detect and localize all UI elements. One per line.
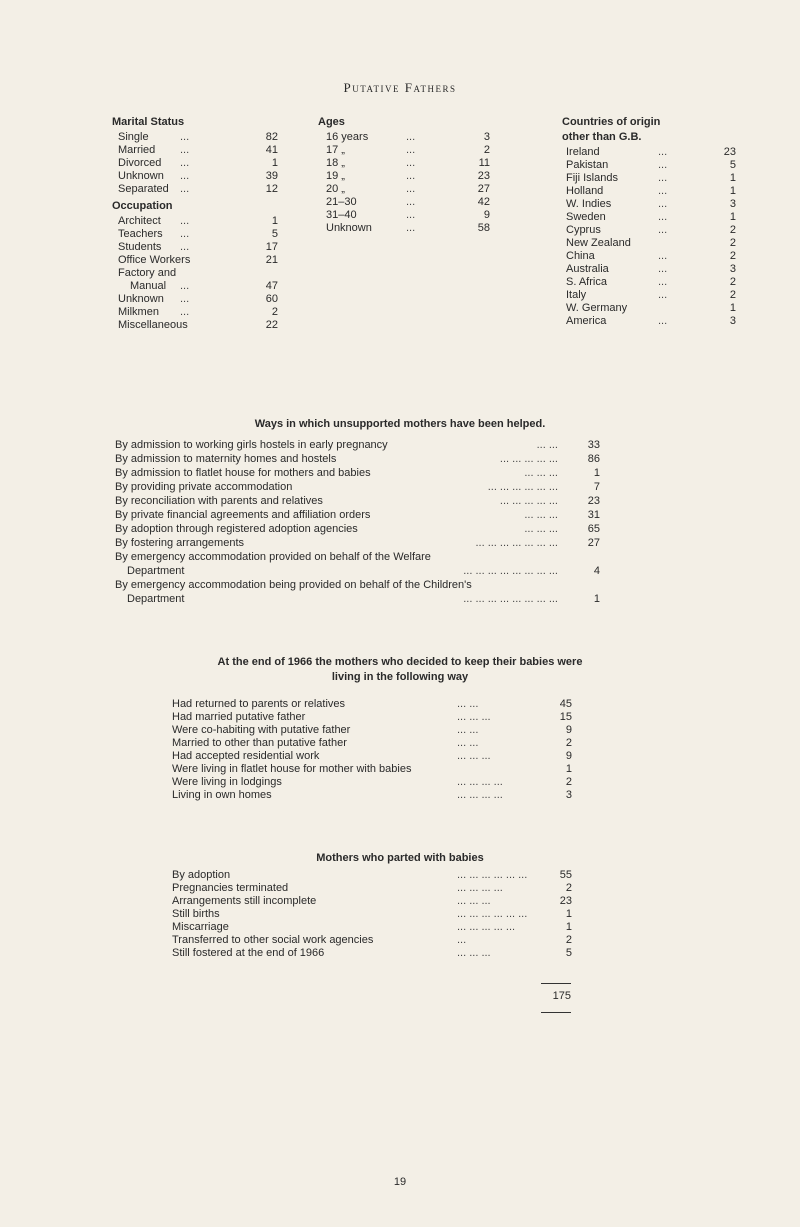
row-leader-dots: ... ... ... (524, 523, 558, 535)
table-row (566, 263, 736, 276)
row-value: 27 (587, 537, 600, 549)
table-row (566, 276, 736, 289)
row-value: 3 (729, 315, 736, 327)
row-label: Sweden (566, 211, 606, 223)
ages-table (326, 131, 490, 235)
row-label-continuation: Department (127, 593, 185, 605)
table-row (118, 254, 278, 267)
row-label: Office Workers (118, 254, 191, 266)
row-value: 86 (587, 453, 600, 465)
row-value: 5 (729, 159, 736, 171)
row-label: Had accepted residential work (172, 750, 320, 762)
row-value: 1 (271, 157, 278, 169)
table-row (115, 509, 600, 523)
ages-heading: Ages (318, 116, 345, 128)
table-row (566, 250, 736, 263)
row-label: Were living in lodgings (172, 776, 282, 788)
row-label: By fostering arrangements (115, 537, 245, 549)
row-label: W. Germany (566, 302, 628, 314)
row-value: 3 (565, 789, 572, 801)
row-leader-dots: ... (180, 157, 190, 169)
row-value: 2 (729, 224, 736, 236)
row-value: 23 (559, 895, 572, 907)
row-leader-dots: ... ... (536, 439, 558, 451)
row-label: By emergency accommodation provided on behalf of the Welfare (115, 551, 431, 563)
row-value: 55 (559, 869, 572, 881)
page-number: 19 (393, 1176, 407, 1188)
row-label: 31–40 (326, 209, 357, 221)
row-leader-dots: ... (180, 306, 190, 318)
row-leader-dots: ... ... ... (457, 711, 491, 723)
row-leader-dots: ... ... ... (457, 895, 491, 907)
row-value: 9 (483, 209, 490, 221)
row-label: By private financial agreements and affiliation orders (115, 509, 371, 521)
table-row (172, 895, 572, 908)
row-leader-dots: ... (658, 276, 668, 288)
row-value: 12 (265, 183, 278, 195)
row-value: 58 (477, 222, 490, 234)
table-row (172, 934, 572, 947)
row-value: 31 (587, 509, 600, 521)
table-row (118, 131, 278, 144)
row-leader-dots: ... ... ... (524, 467, 558, 479)
table-row (115, 439, 600, 453)
row-label: Married to other than putative father (172, 737, 347, 749)
row-value: 2 (483, 144, 490, 156)
row-label: Holland (566, 185, 604, 197)
row-value: 2 (565, 934, 572, 946)
row-leader-dots: ... (658, 224, 668, 236)
row-label: Married (118, 144, 156, 156)
table-row (172, 869, 572, 882)
table-row (566, 289, 736, 302)
ways-heading: Ways in which unsupported mothers have been helped. (254, 418, 546, 430)
row-value: 41 (265, 144, 278, 156)
row-leader-dots: ... (406, 183, 416, 195)
table-row (115, 481, 600, 495)
row-leader-dots: ... ... (457, 737, 479, 749)
row-leader-dots: ... ... ... ... ... ... ... ... (463, 565, 558, 577)
row-leader-dots: ... ... ... ... (457, 882, 503, 894)
table-row (115, 551, 600, 579)
row-label: Still births (172, 908, 220, 920)
row-leader-dots: ... (658, 172, 668, 184)
row-label: Transferred to other social work agencies (172, 934, 374, 946)
row-label: 17 „ (326, 144, 345, 156)
row-value: 1 (565, 763, 572, 775)
row-label: 21–30 (326, 196, 357, 208)
row-leader-dots: ... (180, 170, 190, 182)
row-value: 2 (729, 289, 736, 301)
row-leader-dots: ... ... ... ... ... ... ... (475, 537, 558, 549)
row-value: 1 (271, 215, 278, 227)
row-value: 60 (265, 293, 278, 305)
row-leader-dots: ... (658, 263, 668, 275)
table-row (115, 467, 600, 481)
row-value: 2 (729, 250, 736, 262)
row-label: New Zealand (566, 237, 631, 249)
row-value: 1 (593, 593, 600, 605)
row-leader-dots: ... (658, 289, 668, 301)
row-leader-dots: ... (180, 131, 190, 143)
row-leader-dots: ... (406, 196, 416, 208)
table-row (172, 711, 572, 724)
table-row (115, 523, 600, 537)
row-leader-dots: ... (406, 222, 416, 234)
row-label: Unknown (118, 293, 164, 305)
row-leader-dots: ... (406, 157, 416, 169)
row-leader-dots: ... (406, 209, 416, 221)
row-value: 17 (265, 241, 278, 253)
row-leader-dots: ... (180, 228, 190, 240)
row-leader-dots: ... ... ... (524, 509, 558, 521)
row-value: 15 (559, 711, 572, 723)
row-label: Miscarriage (172, 921, 229, 933)
row-leader-dots: ... ... (457, 698, 479, 710)
table-row (566, 211, 736, 224)
row-value: 1 (593, 467, 600, 479)
row-leader-dots: ... (658, 198, 668, 210)
row-value: 33 (587, 439, 600, 451)
row-label: Factory and (118, 267, 177, 279)
row-value: 27 (477, 183, 490, 195)
marital-heading: Marital Status (112, 116, 185, 128)
row-label: America (566, 315, 607, 327)
row-value: 23 (723, 146, 736, 158)
row-value: 2 (729, 276, 736, 288)
row-value: 2 (729, 237, 736, 249)
table-row (566, 198, 736, 211)
table-row (118, 267, 278, 280)
row-leader-dots: ... (658, 315, 668, 327)
row-value: 2 (565, 776, 572, 788)
row-label: Milkmen (118, 306, 159, 318)
parted-heading: Mothers who parted with babies (316, 852, 484, 864)
row-value: 65 (587, 523, 600, 535)
table-row (566, 172, 736, 185)
table-row (118, 306, 278, 319)
row-leader-dots: ... ... (457, 724, 479, 736)
occupation-heading: Occupation (112, 200, 173, 212)
row-label: By admission to maternity homes and hostels (115, 453, 337, 465)
row-value: 22 (265, 319, 278, 331)
table-row (118, 228, 278, 241)
row-label: Ireland (566, 146, 600, 158)
table-row (566, 315, 736, 328)
table-row (566, 159, 736, 172)
total-rule-top (541, 983, 571, 984)
row-leader-dots: ... (180, 183, 190, 195)
row-value: 4 (593, 565, 600, 577)
row-label: 20 „ (326, 183, 345, 195)
row-value: 5 (271, 228, 278, 240)
row-value: 5 (565, 947, 572, 959)
table-row (566, 185, 736, 198)
row-value: 47 (265, 280, 278, 292)
row-leader-dots: ... (658, 159, 668, 171)
ways-table (115, 439, 600, 607)
row-label: Architect (118, 215, 161, 227)
row-value: 21 (265, 254, 278, 266)
row-leader-dots: ... (180, 293, 190, 305)
table-row (172, 776, 572, 789)
row-leader-dots: ... ... ... ... ... (499, 495, 558, 507)
table-row (172, 737, 572, 750)
table-row (326, 144, 490, 157)
row-label: Were co-habiting with putative father (172, 724, 351, 736)
row-label: China (566, 250, 595, 262)
countries-heading-line1: Countries of origin (562, 116, 661, 128)
table-row (115, 579, 600, 607)
row-leader-dots: ... (180, 215, 190, 227)
row-label: Italy (566, 289, 587, 301)
row-label: Teachers (118, 228, 163, 240)
row-label: Pregnancies terminated (172, 882, 289, 894)
table-row (172, 882, 572, 895)
row-label: Still fostered at the end of 1966 (172, 947, 325, 959)
parted-table (172, 869, 572, 960)
row-leader-dots: ... (406, 131, 416, 143)
row-label: Fiji Islands (566, 172, 618, 184)
row-value: 42 (477, 196, 490, 208)
row-value: 9 (565, 750, 572, 762)
countries-heading-line2: other than G.B. (562, 131, 642, 143)
table-row (172, 947, 572, 960)
row-leader-dots: ... ... ... ... ... ... (487, 481, 558, 493)
table-row (118, 144, 278, 157)
row-value: 11 (478, 157, 490, 169)
row-label: 18 „ (326, 157, 345, 169)
row-value: 2 (565, 737, 572, 749)
row-leader-dots: ... (180, 144, 190, 156)
row-value: 9 (565, 724, 572, 736)
row-value: 23 (477, 170, 490, 182)
row-label: Had returned to parents or relatives (172, 698, 346, 710)
table-row (566, 302, 736, 315)
row-label: Single (118, 131, 149, 143)
row-leader-dots: ... ... ... ... (457, 789, 503, 801)
row-value: 1 (729, 302, 736, 314)
table-row (115, 495, 600, 509)
row-leader-dots: ... ... ... ... ... (457, 921, 516, 933)
table-row (115, 453, 600, 467)
parted-total: 175 (552, 990, 571, 1002)
table-row (172, 750, 572, 763)
row-value: 2 (565, 882, 572, 894)
row-leader-dots: ... ... ... ... ... ... (457, 869, 528, 881)
row-value: 3 (483, 131, 490, 143)
row-leader-dots: ... (180, 280, 190, 292)
kept-table (172, 698, 572, 802)
row-value: 3 (729, 198, 736, 210)
table-row (326, 157, 490, 170)
row-leader-dots: ... (658, 146, 668, 158)
row-value: 82 (265, 131, 278, 143)
row-leader-dots: ... ... ... (457, 947, 491, 959)
row-label: By providing private accommodation (115, 481, 293, 493)
row-leader-dots: ... ... ... (457, 750, 491, 762)
row-label: Students (118, 241, 162, 253)
row-label: Arrangements still incomplete (172, 895, 317, 907)
table-row (172, 698, 572, 711)
table-row (326, 131, 490, 144)
kept-heading-line1: At the end of 1966 the mothers who decided to keep their babies were (217, 656, 583, 668)
row-label: S. Africa (566, 276, 607, 288)
table-row (326, 196, 490, 209)
table-row (118, 215, 278, 228)
row-leader-dots: ... (457, 934, 467, 946)
row-leader-dots: ... ... ... ... ... ... (457, 908, 528, 920)
row-leader-dots: ... (406, 144, 416, 156)
row-value: 45 (559, 698, 572, 710)
row-label: Australia (566, 263, 609, 275)
row-label: Divorced (118, 157, 162, 169)
row-label: Unknown (326, 222, 372, 234)
table-row (566, 237, 736, 250)
row-label: Miscellaneous (118, 319, 188, 331)
row-label: By adoption through registered adoption agencies (115, 523, 358, 535)
row-label: By admission to flatlet house for mothers and babies (115, 467, 371, 479)
row-leader-dots: ... (658, 250, 668, 262)
table-row (118, 293, 278, 306)
table-row (326, 222, 490, 235)
row-label: Manual (130, 280, 167, 292)
row-label: 16 years (326, 131, 369, 143)
row-leader-dots: ... (180, 241, 190, 253)
table-row (118, 319, 278, 332)
row-label: Pakistan (566, 159, 609, 171)
row-label: By adoption (172, 869, 231, 881)
row-label: W. Indies (566, 198, 612, 210)
total-rule-bottom (541, 1012, 571, 1013)
table-row (172, 908, 572, 921)
marital-table (118, 131, 278, 196)
table-row (172, 921, 572, 934)
row-value: 1 (729, 211, 736, 223)
row-leader-dots: ... (658, 185, 668, 197)
row-leader-dots: ... (406, 170, 416, 182)
row-value: 1 (565, 908, 572, 920)
row-label: Cyprus (566, 224, 601, 236)
row-value: 1 (729, 172, 736, 184)
kept-heading-line2: living in the following way (331, 671, 469, 683)
row-leader-dots: ... (658, 211, 668, 223)
table-row (326, 170, 490, 183)
row-label: Separated (118, 183, 169, 195)
row-label: By reconciliation with parents and relatives (115, 495, 323, 507)
row-label: Living in own homes (172, 789, 272, 801)
row-label: Were living in flatlet house for mother with babies (172, 763, 412, 775)
table-row (172, 763, 572, 776)
table-row (118, 170, 278, 183)
row-value: 39 (265, 170, 278, 182)
row-leader-dots: ... ... ... ... ... ... ... ... (463, 593, 558, 605)
occupation-table (118, 215, 278, 332)
table-row (115, 537, 600, 551)
row-value: 1 (565, 921, 572, 933)
row-label-continuation: Department (127, 565, 185, 577)
row-value: 7 (593, 481, 600, 493)
row-value: 23 (587, 495, 600, 507)
table-row (566, 146, 736, 159)
row-label: 19 „ (326, 170, 345, 182)
row-label: By emergency accommodation being provided on behalf of the Children's (115, 579, 472, 591)
row-leader-dots: ... ... ... ... ... (499, 453, 558, 465)
row-label: By admission to working girls hostels in early pregnancy (115, 439, 388, 451)
table-row (118, 280, 278, 293)
countries-table (566, 146, 736, 328)
row-label: Unknown (118, 170, 164, 182)
row-value: 3 (729, 263, 736, 275)
row-leader-dots: ... ... ... ... (457, 776, 503, 788)
row-value: 2 (271, 306, 278, 318)
table-row (172, 724, 572, 737)
table-row (326, 183, 490, 196)
table-row (118, 157, 278, 170)
table-row (118, 241, 278, 254)
table-row (172, 789, 572, 802)
page-title: Putative Fathers (343, 80, 457, 95)
row-value: 1 (729, 185, 736, 197)
table-row (566, 224, 736, 237)
row-label: Had married putative father (172, 711, 306, 723)
table-row (118, 183, 278, 196)
table-row (326, 209, 490, 222)
